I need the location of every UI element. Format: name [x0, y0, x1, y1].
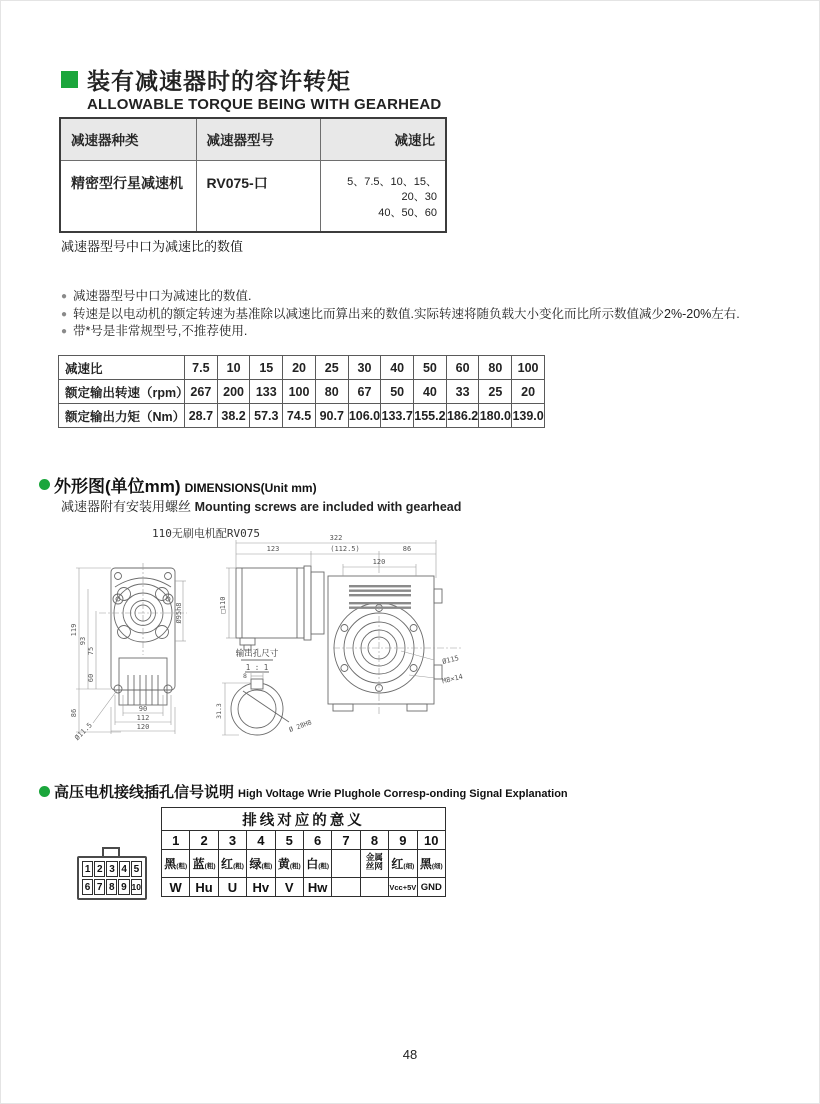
color-qualifier: (粗)	[318, 862, 330, 870]
ratio-value: 20	[283, 356, 316, 380]
note-text: 减速器型号中口为减速比的数值.	[73, 289, 252, 303]
notes-list	[61, 288, 740, 341]
speed-value: 133	[250, 380, 283, 404]
pin-signal: Hw	[303, 878, 331, 897]
torque-value: 133.7	[381, 404, 414, 428]
pin-color	[303, 850, 331, 878]
plug-pin: 9	[118, 879, 129, 895]
col-header-model: 减速器型号	[196, 118, 320, 160]
speed-value: 33	[446, 380, 479, 404]
pin-color	[218, 850, 246, 878]
cell-gearhead-model: RV075-口	[196, 160, 320, 232]
note-item	[61, 306, 740, 324]
color-name: 蓝	[192, 856, 205, 871]
pin-number: 6	[303, 831, 331, 850]
connector-plug-diagram	[77, 856, 147, 900]
speed-value: 267	[185, 380, 218, 404]
ratio-value: 80	[479, 356, 512, 380]
plug-pin: 8	[106, 879, 117, 895]
pin-number: 1	[162, 831, 190, 850]
plug-pin: 6	[82, 879, 93, 895]
page-header	[61, 63, 441, 113]
pin-color	[275, 850, 303, 878]
speed-value: 20	[512, 380, 545, 404]
green-dot-icon	[39, 479, 50, 490]
plug-row-top	[82, 861, 142, 877]
dim-dia28h8: Ø 28H8	[287, 718, 313, 734]
dim-dia115: Ø115	[441, 654, 460, 666]
wiring-section-header	[39, 781, 568, 802]
color-name: 绿	[249, 856, 262, 871]
speed-value: 67	[348, 380, 381, 404]
wiring-title-en: High Voltage Wrie Plughole Corresp-onding Signal Explanation	[238, 788, 568, 800]
dimension-drawing-svg	[61, 523, 481, 765]
col-header-type: 减速器种类	[60, 118, 196, 160]
ratios-line2: 40、50、60	[378, 207, 437, 220]
torque-value: 90.7	[315, 404, 348, 428]
dim-dia95h8: Ø95h8	[175, 602, 183, 624]
pin-number-row	[162, 831, 446, 850]
color-name: 黄	[277, 856, 290, 871]
pin-number: 2	[190, 831, 218, 850]
dim-8: 8	[243, 672, 247, 680]
plug-pin: 1	[82, 861, 93, 877]
torque-value: 57.3	[250, 404, 283, 428]
detail-scale: 1 : 1	[245, 663, 269, 672]
note-text: 带*号是非常规型号,不推荐使用.	[73, 324, 248, 338]
pin-table	[161, 807, 446, 897]
pin-number: 10	[417, 831, 445, 850]
bullet-icon: ●	[61, 291, 68, 302]
row-header-speed: 额定输出转速（rpm）	[59, 380, 185, 404]
plug-pin: 3	[106, 861, 117, 877]
detail-title: 输出孔尺寸	[235, 649, 279, 659]
color-name: 金属丝网	[365, 851, 383, 872]
ratio-value: 25	[315, 356, 348, 380]
pin-number: 3	[218, 831, 246, 850]
gearhead-table-note: 减速器型号中口为减速比的数值	[61, 239, 244, 254]
color-name: 红	[391, 856, 404, 871]
pin-signal: V	[275, 878, 303, 897]
color-name: 黑	[419, 856, 432, 871]
dim-60: 60	[87, 673, 95, 683]
dim-86-right: 86	[402, 545, 412, 553]
color-qualifier: (粗)	[233, 862, 244, 870]
ratio-value: 60	[446, 356, 479, 380]
pin-signal	[332, 878, 360, 897]
page-title-en: ALLOWABLE TORQUE BEING WITH GEARHEAD	[87, 96, 442, 113]
pin-signal: U	[218, 878, 246, 897]
dimensions-title-zh: 外形图(单位mm)	[54, 477, 181, 496]
speed-row	[59, 380, 545, 404]
torque-value: 180.0	[479, 404, 512, 428]
pin-signal	[360, 878, 388, 897]
pin-number: 8	[360, 831, 388, 850]
dimensions-subtitle-zh: 减速器附有安装用螺丝	[61, 499, 192, 514]
pin-color	[389, 850, 417, 878]
pin-color	[360, 850, 388, 878]
speed-value: 50	[381, 380, 414, 404]
speed-value: 100	[283, 380, 316, 404]
color-qualifier: (粗)	[261, 862, 273, 870]
gearhead-table	[59, 117, 447, 233]
pin-color-row	[162, 850, 446, 878]
dim-sq110: □110	[219, 596, 227, 614]
color-qualifier: (粗)	[176, 862, 188, 870]
plug-pin: 2	[94, 861, 105, 877]
ratio-value: 100	[512, 356, 545, 380]
dim-123: 123	[266, 545, 280, 553]
dim-75: 75	[87, 646, 95, 656]
ratio-value: 50	[414, 356, 447, 380]
dim-112-5: (112.5)	[330, 545, 360, 553]
dim-31-3: 31.3	[215, 703, 223, 719]
cell-gearhead-type: 精密型行星减速机	[60, 160, 196, 232]
dimensions-subtitle	[61, 496, 461, 515]
dim-119: 119	[70, 623, 78, 637]
color-name: 红	[221, 856, 234, 871]
page-title-zh: 装有减速器时的容许转矩	[87, 68, 351, 94]
row-header-ratio: 减速比	[59, 356, 185, 380]
pin-signal: Vcc+5V	[389, 878, 417, 897]
plug-pin: 5	[131, 861, 142, 877]
pin-table-title-row	[162, 808, 446, 831]
green-dot-icon	[39, 786, 50, 797]
pin-signal: GND	[417, 878, 445, 897]
dim-93: 93	[79, 636, 87, 646]
note-item	[61, 288, 740, 306]
ratios-line1: 5、7.5、10、15、20、30	[347, 175, 437, 204]
ratio-value: 7.5	[185, 356, 218, 380]
pin-number: 7	[332, 831, 360, 850]
speed-value: 200	[217, 380, 250, 404]
plug-pin: 4	[119, 861, 130, 877]
dim-90: 90	[138, 705, 148, 713]
drawing-title: 110无刷电机配RV075	[152, 527, 260, 540]
color-qualifier: (细)	[403, 862, 415, 870]
speed-value: 25	[479, 380, 512, 404]
gearhead-table-header-row	[60, 118, 446, 160]
gearhead-table-data-row	[60, 160, 446, 232]
dimensions-title-en: DIMENSIONS(Unit mm)	[184, 481, 317, 495]
pin-signal: Hv	[247, 878, 275, 897]
speed-value: 80	[315, 380, 348, 404]
green-square-icon	[61, 71, 78, 88]
pin-signal: W	[162, 878, 190, 897]
pin-color	[247, 850, 275, 878]
torque-value: 38.2	[217, 404, 250, 428]
pin-number: 5	[275, 831, 303, 850]
ratio-value: 40	[381, 356, 414, 380]
plug-pin: 7	[94, 879, 105, 895]
torque-value: 186.2	[446, 404, 479, 428]
color-name: 白	[306, 856, 319, 871]
dim-120: 120	[136, 723, 150, 731]
ratio-value: 30	[348, 356, 381, 380]
pin-color	[190, 850, 218, 878]
ratio-value: 15	[250, 356, 283, 380]
row-header-torque: 额定输出力矩（Nm）	[59, 404, 185, 428]
dim-120-right: 120	[372, 558, 386, 566]
technical-drawing	[61, 523, 481, 765]
front-view	[111, 568, 175, 705]
bullet-icon: ●	[61, 326, 68, 337]
col-header-ratio: 减速比	[320, 118, 446, 160]
torque-value: 28.7	[185, 404, 218, 428]
torque-value: 74.5	[283, 404, 316, 428]
ratio-value: 10	[217, 356, 250, 380]
plug-pin: 10	[131, 879, 142, 895]
dim-86-left: 86	[70, 708, 78, 718]
note-text: 转速是以电动机的额定转速为基准除以减速比而算出来的数值.实际转速将随负载大小变化而比所示数值减少2%-20%左右.	[73, 306, 740, 321]
pin-signal: Hu	[190, 878, 218, 897]
note-item	[61, 323, 740, 341]
torque-value: 106.0	[348, 404, 381, 428]
pin-number: 9	[389, 831, 417, 850]
color-name: 黑	[164, 856, 177, 871]
side-view	[236, 566, 442, 711]
pin-signal-row	[162, 878, 446, 897]
dim-322: 322	[329, 534, 343, 542]
page-number: 48	[402, 1047, 418, 1062]
pin-color	[417, 850, 445, 878]
ratio-table	[58, 355, 545, 428]
ratio-row	[59, 356, 545, 380]
pin-color	[332, 850, 360, 878]
dimensions-section-header	[39, 472, 317, 497]
torque-value: 155.2	[414, 404, 447, 428]
dim-dia11-5: Ø11.5	[73, 721, 94, 742]
pin-color	[162, 850, 190, 878]
color-qualifier: (粗)	[289, 862, 301, 870]
dim-m8x14: M8×14	[441, 672, 464, 686]
dim-112: 112	[136, 714, 150, 722]
torque-value: 139.0	[512, 404, 545, 428]
color-qualifier: (粗)	[204, 862, 216, 870]
vent-slots	[349, 585, 411, 609]
pin-table-title: 排线对应的意义	[162, 808, 446, 831]
speed-value: 40	[414, 380, 447, 404]
bullet-icon: ●	[61, 308, 68, 320]
plug-row-bottom	[82, 879, 142, 895]
color-qualifier: (细)	[431, 862, 443, 870]
torque-row	[59, 404, 545, 428]
wiring-title-zh: 高压电机接线插孔信号说明	[54, 784, 235, 801]
pin-number: 4	[247, 831, 275, 850]
cell-gearhead-ratios	[320, 160, 446, 232]
dimensions-subtitle-en: Mounting screws are included with gearhead	[194, 500, 462, 514]
